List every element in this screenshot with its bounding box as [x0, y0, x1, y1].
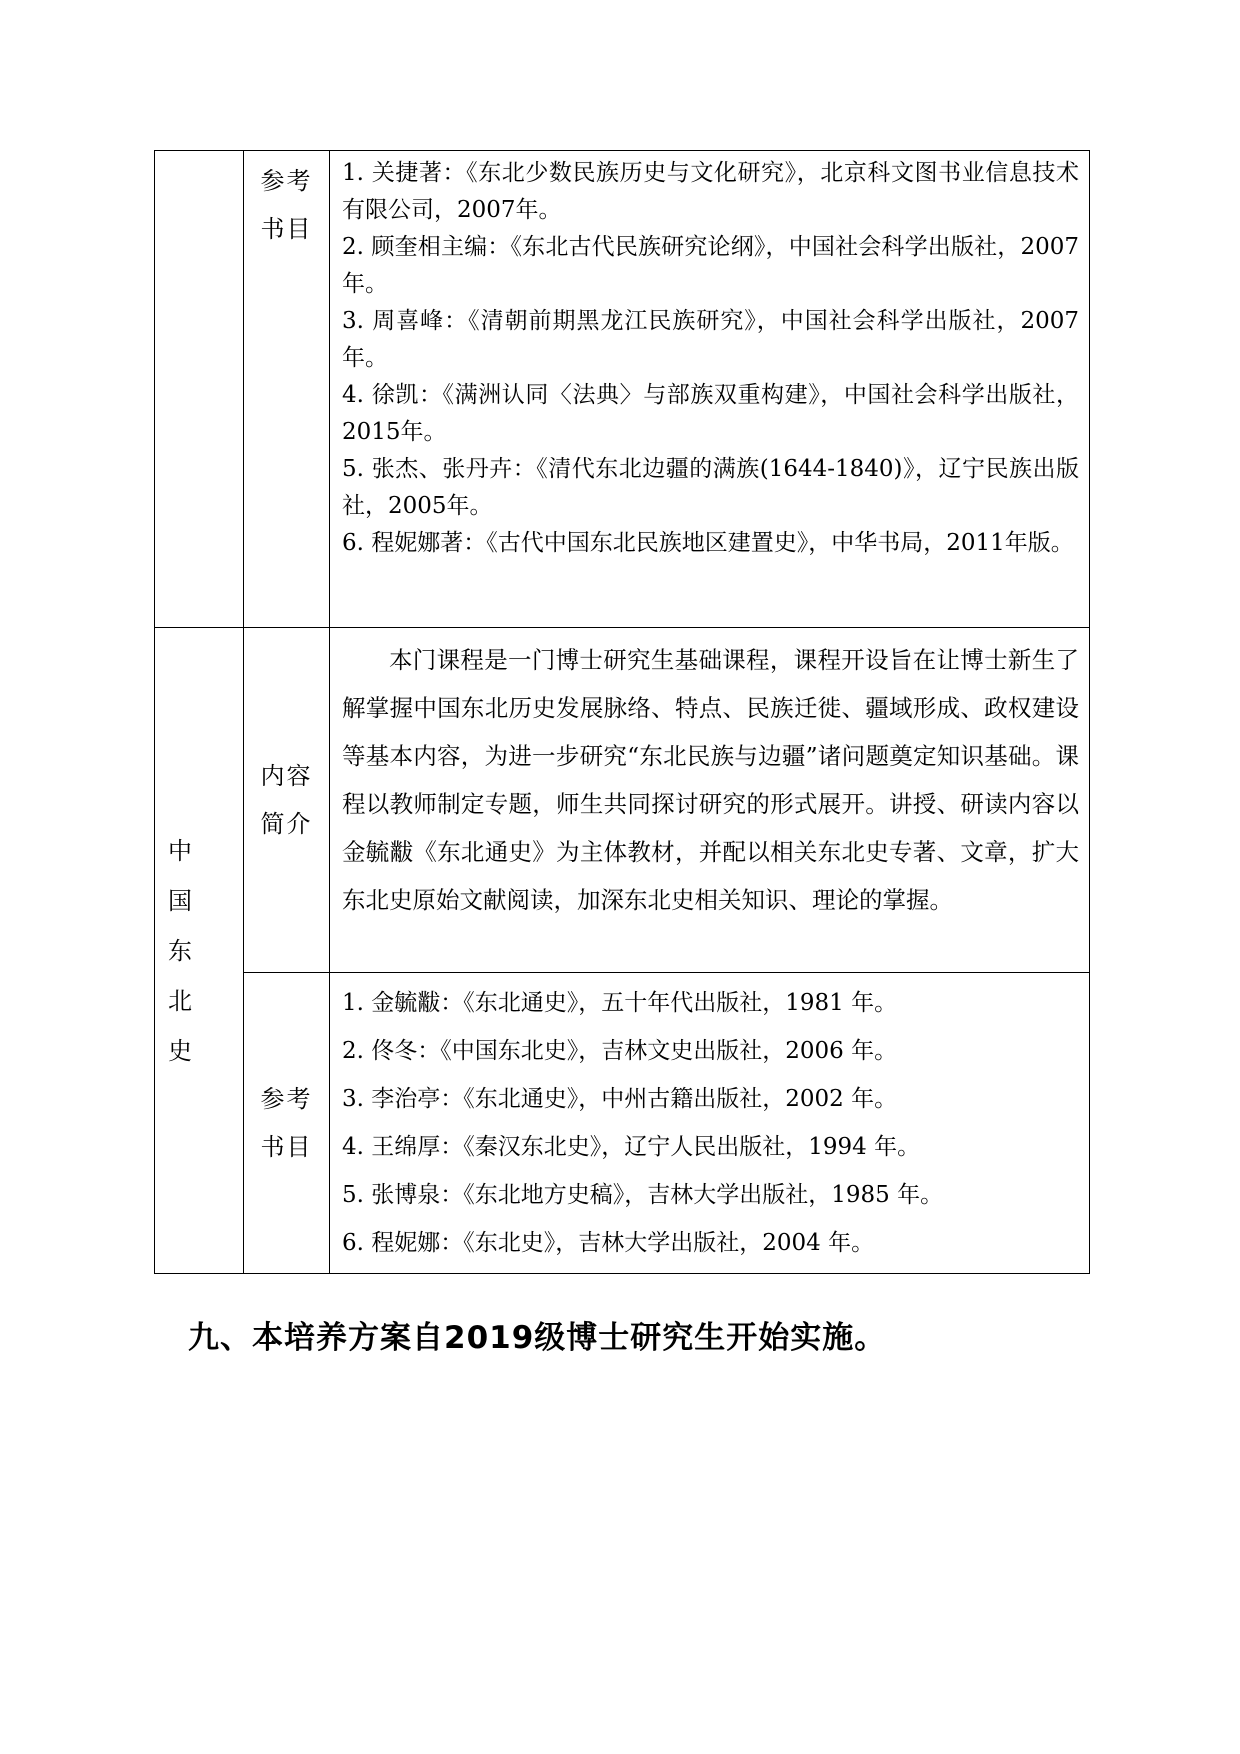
table-row [155, 973, 1090, 1274]
refs-cell [330, 151, 1090, 628]
list-item: 6. 程妮娜：《东北史》，吉林大学出版社，2004 年。 [342, 1230, 875, 1256]
list-item: 4. 徐凯：《满洲认同〈法典〉与部族双重构建》，中国社会科学出版社，2015年。 [342, 382, 1079, 445]
course-table [154, 150, 1090, 1274]
list-item: 3. 周喜峰：《清朝前期黑龙江民族研究》，中国社会科学出版社，2007年。 [342, 308, 1079, 371]
list-item: 2. 佟冬：《中国东北史》，吉林文史出版社，2006 年。 [342, 1038, 898, 1064]
section-heading: 九、本培养方案自2019级博士研究生开始实施。 [188, 1320, 887, 1356]
refs-label: 参考书目 [260, 167, 313, 243]
reference-list [330, 151, 1089, 582]
reference-list [330, 973, 1089, 1273]
list-item: 2. 顾奎相主编：《东北古代民族研究论纲》，中国社会科学出版社，2007年。 [342, 234, 1079, 297]
intro-label: 内容简介 [260, 762, 313, 838]
list-item: 1. 关捷著：《东北少数民族历史与文化研究》，北京科文图书业信息技术有限公司，2007年。 [342, 160, 1079, 223]
label-cell [244, 973, 330, 1274]
course-intro: 本门课程是一门博士研究生基础课程，课程开设旨在让博士新生了解掌握中国东北历史发展脉络、特点、民族迁徙、疆域形成、政权建设等基本内容，为进一步研究“东北民族与边疆”诸问题奠定知识基础。课程以教师制定专题，师生共同探讨研究的形式展开。讲授、研读内容以金毓黻《东北通史》为主体教材，并配以相关东北史专著、文章，扩大东北史原始文献阅读，加深东北史相关知识、理论的掌握。 [342, 646, 1079, 914]
refs-cell [330, 973, 1090, 1274]
course-name: 中国东北史 [168, 836, 212, 1065]
table-row [155, 151, 1090, 628]
course-name-cell-empty [155, 151, 244, 628]
list-item: 1. 金毓黻：《东北通史》，五十年代出版社，1981 年。 [342, 990, 898, 1016]
list-item: 3. 李治亭：《东北通史》，中州古籍出版社，2002 年。 [342, 1086, 898, 1112]
list-item: 4. 王绵厚：《秦汉东北史》，辽宁人民出版社，1994 年。 [342, 1134, 921, 1160]
list-item: 6. 程妮娜著：《古代中国东北民族地区建置史》，中华书局，2011年版。 [342, 530, 1074, 556]
course-name-cell [155, 628, 244, 1274]
table-row [155, 628, 1090, 973]
refs-label: 参考书目 [260, 1085, 313, 1161]
intro-cell [330, 628, 1090, 973]
list-item: 5. 张博泉：《东北地方史稿》，吉林大学出版社，1985 年。 [342, 1182, 944, 1208]
label-cell [244, 628, 330, 973]
label-cell [244, 151, 330, 628]
list-item: 5. 张杰、张丹卉：《清代东北边疆的满族(1644-1840)》，辽宁民族出版社，2005年。 [342, 456, 1079, 519]
